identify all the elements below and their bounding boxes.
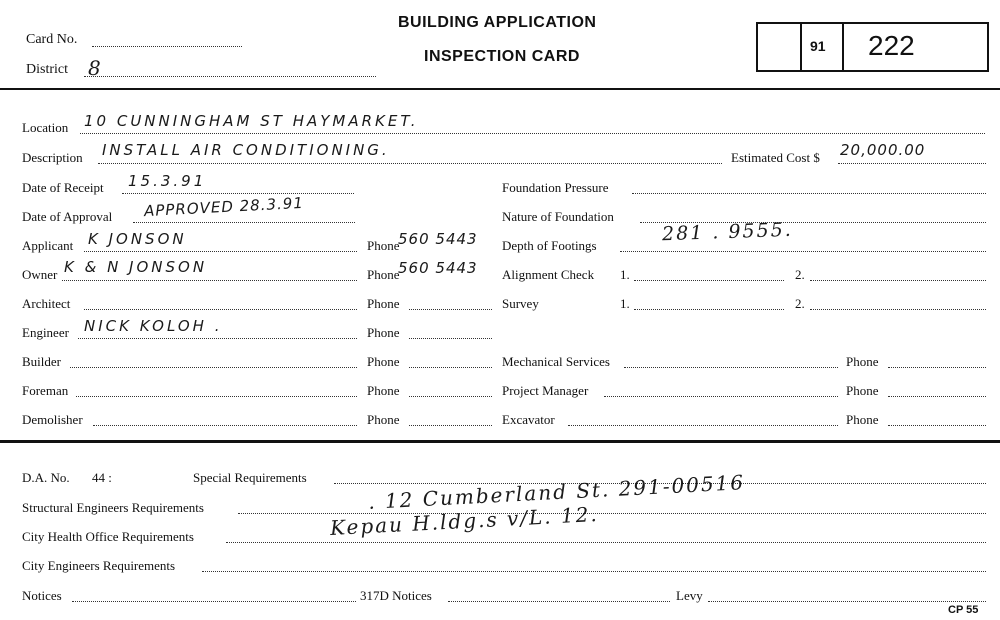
alignment-check-label: Alignment Check (502, 267, 595, 282)
applicant-line (84, 251, 357, 252)
owner-label: Owner (22, 267, 58, 282)
description-label: Description (22, 150, 83, 165)
excavator-phone-field[interactable] (888, 425, 986, 426)
district-label: District (26, 62, 68, 77)
alignment-check-1-label: 1. (620, 267, 630, 282)
foreman-field[interactable] (76, 396, 357, 397)
da-no-label: D.A. No. (22, 470, 70, 485)
project-manager-field[interactable] (604, 396, 838, 397)
estimated-cost-line (838, 163, 986, 164)
notices-label: Notices (22, 588, 62, 603)
foreman-label: Foreman (22, 383, 69, 398)
city-health-line (226, 542, 986, 543)
date-of-receipt-line (122, 193, 354, 194)
survey-2-label: 2. (795, 296, 805, 311)
architect-label: Architect (22, 296, 71, 311)
estimated-cost-value[interactable]: 20,000.00 (840, 141, 926, 159)
survey-1-label: 1. (620, 296, 630, 311)
district-value[interactable]: 8 (88, 56, 103, 80)
form-title-line2: INSPECTION CARD (424, 48, 580, 65)
mechanical-services-field[interactable] (624, 367, 838, 368)
demolisher-field[interactable] (93, 425, 357, 426)
survey-2-field[interactable] (810, 309, 986, 310)
structural-engineers-label: Structural Engineers Requirements (22, 500, 204, 515)
foreman-phone-label: Phone (367, 383, 400, 398)
da-no-value[interactable]: 44 : (92, 470, 112, 485)
form-code: CP 55 (948, 604, 979, 616)
project-manager-phone-label: Phone (846, 383, 879, 398)
location-line (80, 133, 985, 134)
depth-of-footings-label: Depth of Footings (502, 238, 597, 253)
location-value[interactable]: 10 CUNNINGHAM ST HAYMARKET. (84, 112, 419, 130)
special-requirements-label: Special Requirements (193, 470, 307, 485)
builder-label: Builder (22, 354, 61, 369)
project-manager-phone-field[interactable] (888, 396, 986, 397)
owner-phone-label: Phone (367, 267, 400, 282)
applicant-phone-value[interactable]: 560 5443 (398, 230, 478, 248)
levy-label: Levy (676, 588, 703, 603)
city-health-value[interactable]: Kepau H.ldg.s v/L. 12. (329, 501, 600, 541)
card-no-field[interactable] (92, 46, 242, 47)
mechanical-services-phone-field[interactable] (888, 367, 986, 368)
survey-1-field[interactable] (634, 309, 784, 310)
survey-label: Survey (502, 296, 539, 311)
mechanical-services-phone-label: Phone (846, 354, 879, 369)
card-no-label: Card No. (26, 32, 78, 47)
foreman-phone-field[interactable] (409, 396, 492, 397)
applicant-phone-label: Phone (367, 238, 400, 253)
foundation-pressure-label: Foundation Pressure (502, 180, 609, 195)
depth-of-footings-line (620, 251, 986, 252)
owner-value[interactable]: K & N JONSON (64, 258, 208, 276)
section-divider (0, 440, 1000, 443)
owner-phone-value[interactable]: 560 5443 (398, 259, 478, 277)
date-of-approval-value[interactable]: APPROVED 28.3.91 (143, 193, 305, 221)
alignment-check-2-label: 2. (795, 267, 805, 282)
structural-engineers-line (238, 513, 986, 514)
notices-317d-field[interactable] (448, 601, 670, 602)
alignment-check-2-field[interactable] (810, 280, 986, 281)
builder-phone-label: Phone (367, 354, 400, 369)
foundation-pressure-field[interactable] (632, 193, 986, 194)
engineer-phone-field[interactable] (409, 338, 492, 339)
engineer-value[interactable]: NICK KOLOH . (84, 317, 223, 335)
card-number-box (756, 22, 989, 72)
date-of-approval-label: Date of Approval (22, 209, 113, 224)
city-health-label: City Health Office Requirements (22, 529, 194, 544)
excavator-field[interactable] (568, 425, 838, 426)
estimated-cost-label: Estimated Cost $ (731, 150, 820, 165)
demolisher-phone-field[interactable] (409, 425, 492, 426)
builder-field[interactable] (70, 367, 357, 368)
form-title-line1: BUILDING APPLICATION (398, 14, 597, 31)
city-engineers-field[interactable] (202, 571, 986, 572)
excavator-phone-label: Phone (846, 412, 879, 427)
builder-phone-field[interactable] (409, 367, 492, 368)
structural-engineers-value[interactable]: . 12 Cumberland St. 291-00516 (367, 470, 746, 514)
architect-phone-field[interactable] (409, 309, 492, 310)
description-line (98, 163, 722, 164)
excavator-label: Excavator (502, 412, 555, 427)
levy-field[interactable] (708, 601, 986, 602)
location-label: Location (22, 120, 69, 135)
date-of-receipt-label: Date of Receipt (22, 180, 104, 195)
date-of-receipt-value[interactable]: 15.3.91 (128, 172, 207, 190)
notices-field[interactable] (72, 601, 356, 602)
architect-phone-label: Phone (367, 296, 400, 311)
depth-of-footings-value[interactable]: 281 . 9555. (661, 218, 794, 246)
applicant-value[interactable]: K JONSON (88, 230, 187, 248)
demolisher-label: Demolisher (22, 412, 83, 427)
mechanical-services-label: Mechanical Services (502, 354, 610, 369)
card-year: 91 (810, 38, 826, 54)
header-divider (0, 88, 1000, 90)
alignment-check-1-field[interactable] (634, 280, 784, 281)
district-field-line (84, 76, 376, 77)
engineer-label: Engineer (22, 325, 69, 340)
demolisher-phone-label: Phone (367, 412, 400, 427)
card-number: 222 (868, 30, 915, 61)
city-engineers-label: City Engineers Requirements (22, 558, 176, 573)
description-value[interactable]: INSTALL AIR CONDITIONING. (102, 141, 390, 159)
project-manager-label: Project Manager (502, 383, 589, 398)
date-of-approval-line (133, 222, 355, 223)
engineer-phone-label: Phone (367, 325, 400, 340)
owner-line (62, 280, 357, 281)
applicant-label: Applicant (22, 238, 74, 253)
architect-field[interactable] (84, 309, 357, 310)
notices-317d-label: 317D Notices (360, 588, 432, 603)
nature-of-foundation-label: Nature of Foundation (502, 209, 614, 224)
engineer-line (78, 338, 357, 339)
